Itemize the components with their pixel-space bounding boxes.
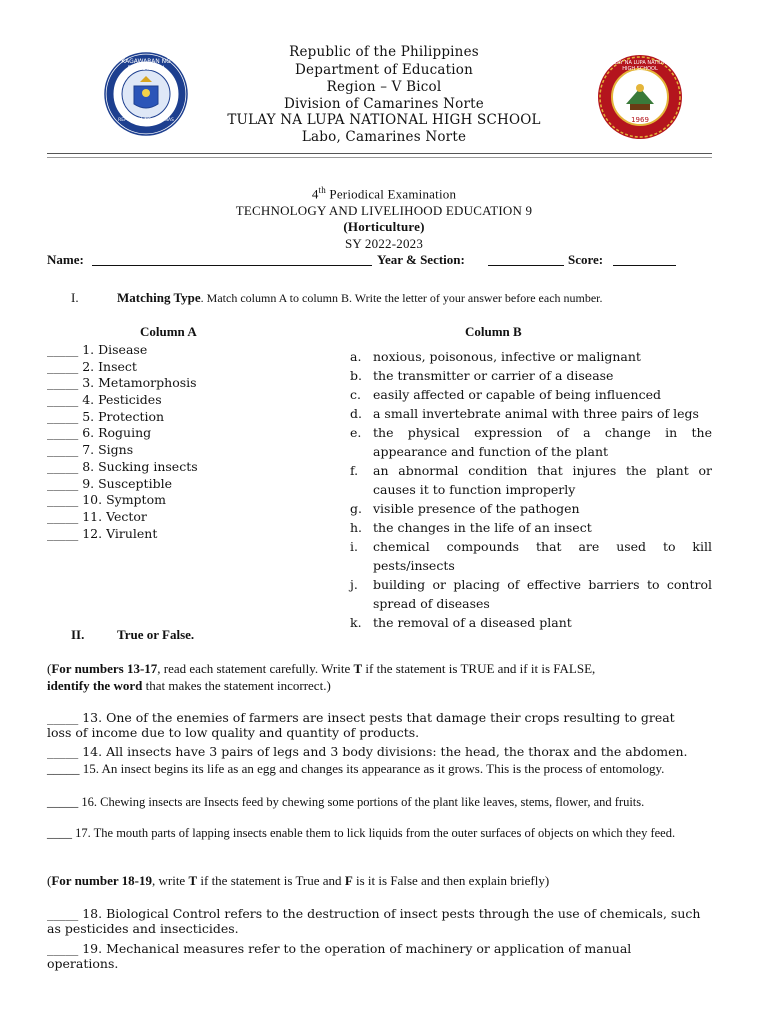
column-a-item: _____ 3. Metamorphosis bbox=[47, 375, 197, 391]
column-b-item: i. chemical compounds that are used to kill pests/insects bbox=[350, 539, 712, 573]
school-seal-year: 1969 bbox=[631, 116, 649, 124]
column-a-item: _____ 11. Vector bbox=[47, 508, 147, 524]
tf-item-18: _____ 18. Biological Control refers to the destruction of insect pests through the use of chemicals, such as pesticides and insecticides. bbox=[47, 906, 701, 936]
column-a-item: _____ 12. Virulent bbox=[47, 525, 158, 541]
part1-instruction: . Match column A to column B. Write the letter of your answer before each number. bbox=[200, 291, 603, 305]
tf-item-14: _____ 14. All insects have 3 pairs of legs and 3 body divisions: the head, the thorax and the abdomen. bbox=[47, 744, 688, 759]
part2-instruction-2: (For number 18-19, write T if the statement is True and F is it is False and then explain briefly) bbox=[47, 873, 550, 888]
column-a-list bbox=[47, 342, 198, 542]
tf-item-17: ____ 17. The mouth parts of lapping insects enable them to lick liquids from the outer surfaces of objects on which they feed. bbox=[47, 826, 676, 840]
tf-item-15: _____ 15. An insect begins its life as an egg and changes its appearance as it grows. This is the process of entomology. bbox=[47, 761, 665, 776]
column-b-item: h. the changes in the life of an insect bbox=[350, 520, 592, 535]
header-republic: Republic of the Philippines bbox=[289, 44, 479, 60]
header-address: Labo, Camarines Norte bbox=[301, 129, 467, 145]
column-b-title: Column B bbox=[465, 324, 522, 339]
year-section-label: Year & Section: bbox=[377, 252, 465, 267]
score-field[interactable] bbox=[613, 265, 676, 266]
column-b-item: k. the removal of a diseased plant bbox=[350, 615, 572, 630]
header-school: TULAY NA LUPA NATIONAL HIGH SCHOOL bbox=[227, 112, 541, 128]
score-label: Score: bbox=[568, 252, 604, 267]
part1-title: Matching Type bbox=[117, 290, 201, 305]
deped-seal-text: KAGAWARAN NG EDUKASYON bbox=[121, 58, 171, 72]
column-b-list bbox=[350, 347, 712, 632]
column-b-item: e. the physical expression of a change in the appearance and function of the plant bbox=[350, 425, 712, 459]
header-department: Department of Education bbox=[295, 62, 473, 78]
part1-heading bbox=[117, 290, 603, 306]
header-divider bbox=[47, 153, 712, 154]
column-b-item: f. an abnormal condition that injures the plant or causes it to function improperly bbox=[350, 463, 712, 497]
column-b-item: j. building or placing of effective barriers to control spread of diseases bbox=[350, 577, 712, 611]
column-a-item: _____ 7. Signs bbox=[47, 442, 134, 458]
school-seal-text: TULAY NA LUPA NATIONAL HIGH SCHOOL bbox=[607, 60, 673, 72]
exam-subject: TECHNOLOGY AND LIVELIHOOD EDUCATION 9 bbox=[235, 203, 533, 218]
column-a-item: _____ 6. Roguing bbox=[47, 425, 152, 441]
tf-item-19: _____ 19. Mechanical measures refer to the operation of machinery or application of manual operations. bbox=[47, 941, 632, 971]
column-a-item: _____ 8. Sucking insects bbox=[47, 458, 198, 474]
column-b-item: d. a small invertebrate animal with three pairs of legs bbox=[350, 406, 699, 421]
deped-seal-subtext: REPUBLIKA NG PILIPINAS bbox=[118, 118, 174, 123]
header-division: Division of Camarines Norte bbox=[284, 96, 484, 112]
tf-item-16: _____ 16. Chewing insects are Insects feed by chewing some portions of the plant like leaves, stems, flower, and fruits. bbox=[47, 795, 645, 809]
column-a-item: _____ 2. Insect bbox=[47, 358, 137, 374]
column-a-item: _____ 9. Susceptible bbox=[47, 475, 172, 491]
exam-school-year: SY 2022-2023 bbox=[344, 236, 424, 251]
column-b-item: c. easily affected or capable of being influenced bbox=[350, 387, 662, 402]
year-section-field[interactable] bbox=[488, 265, 564, 266]
column-b-item: g. visible presence of the pathogen bbox=[350, 501, 580, 516]
exam-specialization: (Horticulture) bbox=[343, 219, 425, 234]
part1-numeral: I. bbox=[71, 290, 79, 305]
name-label: Name: bbox=[47, 252, 84, 267]
column-a-title: Column A bbox=[140, 324, 197, 339]
exam-periodical: 4th Periodical Examination bbox=[311, 185, 457, 202]
name-field[interactable] bbox=[92, 265, 372, 266]
column-a-item: _____ 4. Pesticides bbox=[47, 392, 162, 408]
part2-title: True or False. bbox=[117, 627, 195, 642]
header-divider-thin bbox=[47, 157, 712, 158]
part2-numeral: II. bbox=[71, 627, 85, 642]
column-b-item: b. the transmitter or carrier of a disease bbox=[350, 368, 614, 383]
column-b-item: a. noxious, poisonous, infective or malignant bbox=[350, 349, 641, 364]
column-a-item: _____ 1. Disease bbox=[47, 342, 148, 357]
column-a-item: _____ 10. Symptom bbox=[47, 492, 166, 508]
column-a-item: _____ 5. Protection bbox=[47, 408, 165, 424]
header-region: Region – V Bicol bbox=[326, 79, 442, 95]
tf-item-13: _____ 13. One of the enemies of farmers are insect pests that damage their crops resulting to great loss of income due to low quality and quantity of products. bbox=[47, 710, 675, 740]
part2-instruction-1: (For numbers 13-17, read each statement carefully. Write T if the statement is TRUE and if it is FALSE, identify the word that makes the statement incorrect.) bbox=[47, 661, 596, 693]
